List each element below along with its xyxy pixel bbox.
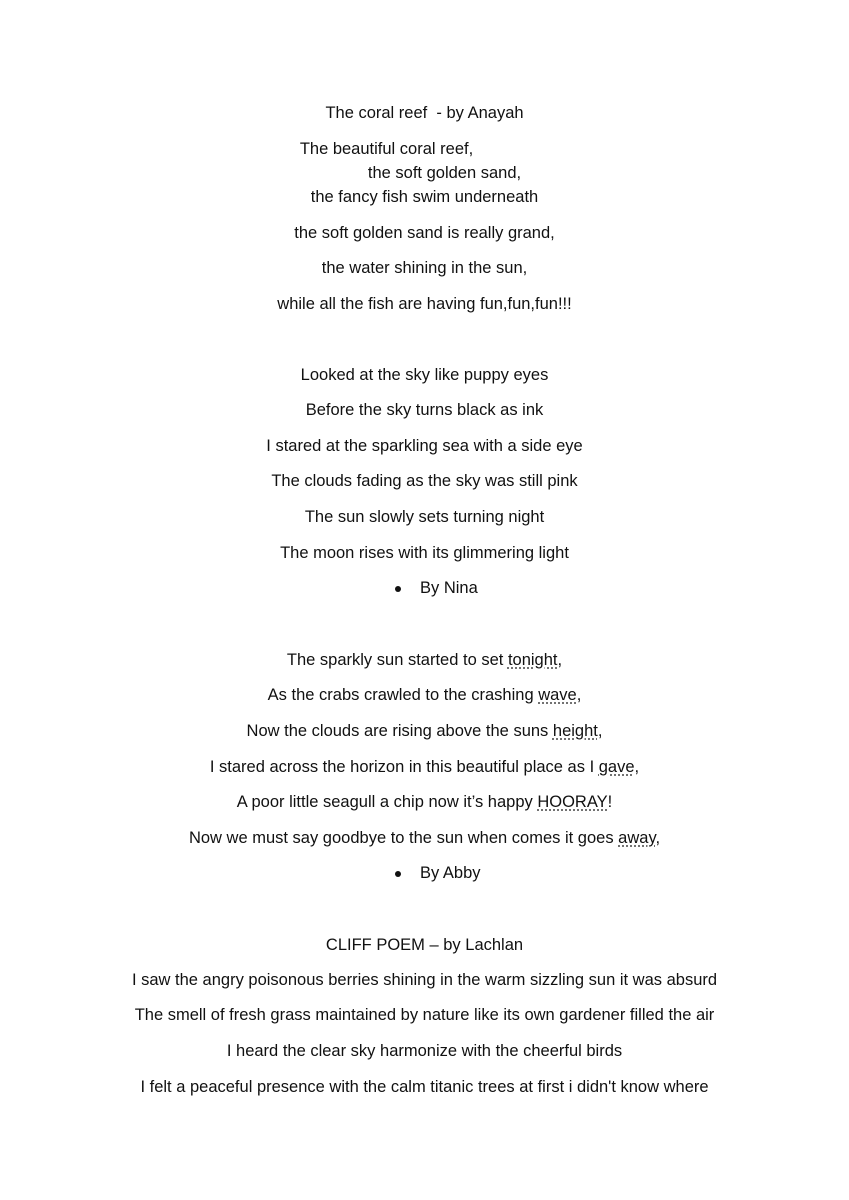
poem-line: I heard the clear sky harmonize with the cheerful birds	[226, 1042, 623, 1060]
poem-line: The beautiful coral reef,	[299, 140, 474, 158]
poem-title: The coral reef - by Anayah	[325, 104, 524, 122]
rhyme-word: tonight	[507, 651, 558, 669]
poem-line: The sparkly sun started to set tonight,	[286, 651, 563, 669]
poem-line: I stared at the sparkling sea with a side eye	[266, 437, 583, 455]
poem-line: the water shining in the sun,	[321, 259, 528, 277]
bullet-icon	[395, 871, 401, 877]
poem-title: CLIFF POEM – by Lachlan	[325, 936, 524, 954]
poem-line: A poor little seagull a chip now it’s happy HOORAY!	[236, 793, 613, 811]
author-bullet	[395, 578, 478, 658]
poem-author: By Nina	[420, 579, 478, 597]
rhyme-word: gave	[598, 758, 635, 776]
author-bullet	[395, 863, 481, 943]
poem-line: I stared across the horizon in this beautiful place as I gave,	[209, 758, 640, 776]
poem-line: the fancy fish swim underneath	[310, 188, 539, 206]
poem-line: I saw the angry poisonous berries shining in the warm sizzling sun it was absurd	[131, 971, 718, 989]
poem-author: By Abby	[420, 864, 481, 882]
poem-line: Looked at the sky like puppy eyes	[300, 366, 549, 384]
rhyme-word: wave	[538, 686, 577, 704]
poem-line: the soft golden sand is really grand,	[294, 224, 555, 242]
poem-line: Now we must say goodbye to the sun when comes it goes away,	[188, 829, 661, 847]
poem-line: As the crabs crawled to the crashing wave,	[267, 686, 582, 704]
poem-line: The moon rises with its glimmering light	[280, 544, 569, 562]
poem-line: The clouds fading as the sky was still pink	[271, 472, 578, 490]
bullet-icon	[395, 586, 401, 592]
poem-line: I felt a peaceful presence with the calm titanic trees at first i didn't know where	[140, 1078, 709, 1096]
poem-line: Before the sky turns black as ink	[305, 401, 544, 419]
rhyme-word: height	[552, 722, 598, 740]
rhyme-word: HOORAY	[537, 793, 608, 811]
rhyme-word: away	[618, 829, 656, 847]
poem-line: The sun slowly sets turning night	[304, 508, 545, 526]
poem-line: The smell of fresh grass maintained by nature like its own gardener filled the air	[134, 1006, 715, 1024]
poem-line: Now the clouds are rising above the suns height,	[246, 722, 603, 740]
poem-line: while all the fish are having fun,fun,fun!!!	[277, 295, 572, 313]
poem-line: the soft golden sand,	[367, 164, 522, 182]
